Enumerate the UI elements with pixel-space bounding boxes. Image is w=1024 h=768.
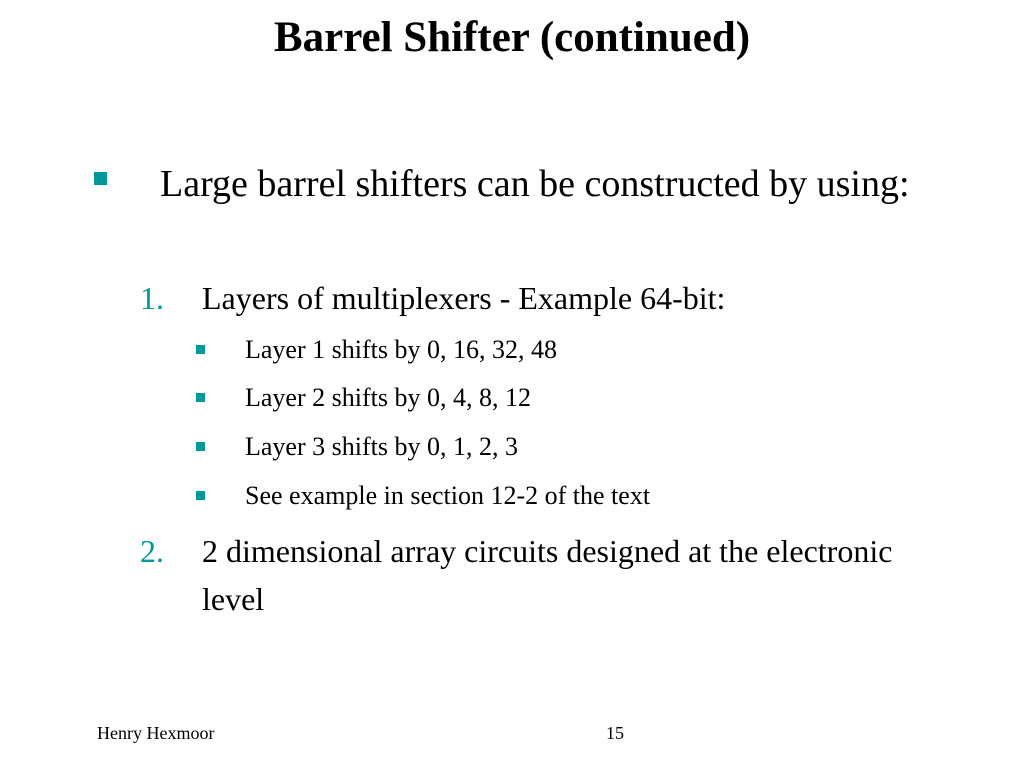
item-text: 2 dimensional array circuits designed at the electronic level [202, 533, 893, 617]
slide-title: Barrel Shifter (continued) [273, 14, 751, 61]
main-bullet-text: Large barrel shifters can be constructed by using: [160, 163, 910, 205]
footer-author: Henry Hexmoor [97, 723, 215, 743]
item-number: 2. [140, 533, 164, 569]
square-bullet-icon [196, 393, 205, 402]
square-bullet-icon [94, 172, 107, 185]
sub-bullet-text: See example in section 12-2 of the text [245, 481, 651, 510]
sub-bullet-text: Layer 3 shifts by 0, 1, 2, 3 [245, 432, 518, 461]
square-bullet-icon [196, 345, 205, 354]
sub-bullet-text: Layer 1 shifts by 0, 16, 32, 48 [245, 335, 557, 364]
square-bullet-icon [196, 442, 205, 451]
item-number: 1. [140, 280, 164, 316]
square-bullet-icon [196, 491, 205, 500]
sub-bullet-text: Layer 2 shifts by 0, 4, 8, 12 [245, 383, 531, 412]
page-number: 15 [606, 723, 624, 743]
item-text: Layers of multiplexers - Example 64-bit: [202, 280, 726, 316]
